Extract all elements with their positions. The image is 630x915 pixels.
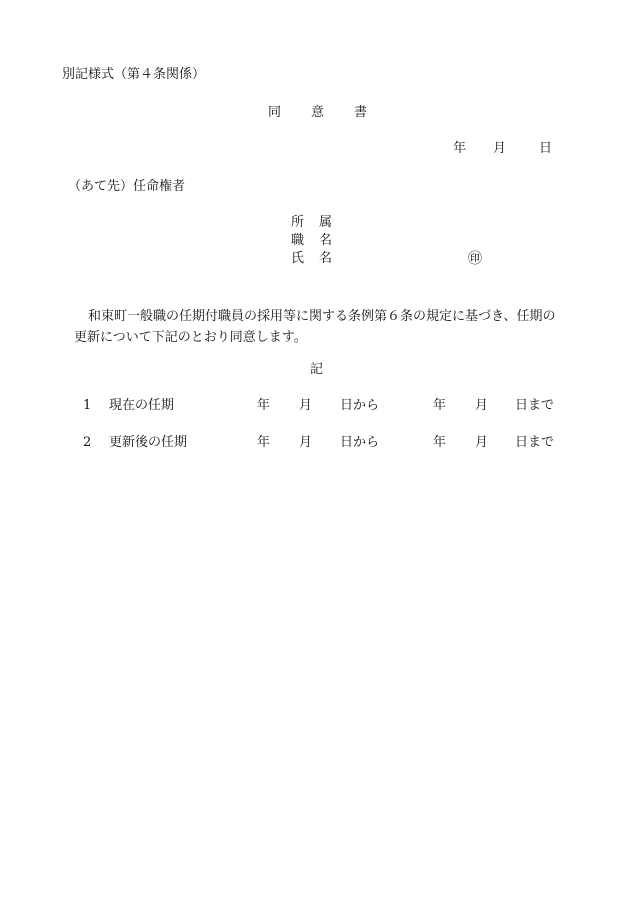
title-char: 意: [311, 105, 325, 120]
body-line-2: 更新について下記のとおり同意します。: [74, 330, 307, 345]
label-char: 職: [291, 233, 305, 248]
term-row-renewed: [83, 435, 583, 451]
form-label: 別記様式（第４条関係）: [62, 67, 206, 82]
seal-mark: ㊞: [468, 251, 482, 267]
sender-name: [291, 251, 347, 267]
date-day: 日: [539, 141, 553, 156]
to-month: 月: [475, 435, 489, 450]
label-char: 属: [319, 215, 333, 230]
from-year: 年: [257, 398, 271, 413]
body-line-1: 和束町一般職の任期付職員の採用等に関する条例第６条の規定に基づき、任期の: [88, 309, 556, 324]
date-month: 月: [493, 141, 507, 156]
from-day: 日から: [340, 435, 380, 450]
label-char: 名: [319, 251, 333, 266]
to-year: 年: [433, 435, 447, 450]
ki-heading: 記: [310, 362, 324, 377]
body-text: [74, 306, 584, 348]
sender-affiliation: [291, 215, 347, 231]
label-char: 氏: [291, 251, 305, 266]
label-char: 所: [291, 215, 305, 230]
term-row-current: [83, 398, 583, 414]
label-char: 名: [319, 233, 333, 248]
to-year: 年: [433, 398, 447, 413]
title-char: 書: [354, 105, 368, 120]
date-line: [453, 141, 552, 157]
sender-position: [291, 233, 347, 249]
from-day: 日から: [340, 398, 380, 413]
item-number: 2: [83, 435, 92, 450]
title-char: 同: [268, 105, 282, 120]
date-year: 年: [453, 141, 467, 156]
to-day: 日まで: [515, 435, 555, 450]
item-label: 現在の任期: [109, 398, 175, 413]
from-month: 月: [299, 398, 313, 413]
addressee: （あて先）任命権者: [68, 179, 186, 194]
item-number: 1: [83, 398, 92, 413]
from-month: 月: [299, 435, 313, 450]
from-year: 年: [257, 435, 271, 450]
document-title: [268, 105, 367, 121]
to-day: 日まで: [515, 398, 555, 413]
to-month: 月: [475, 398, 489, 413]
item-label: 更新後の任期: [109, 435, 188, 450]
